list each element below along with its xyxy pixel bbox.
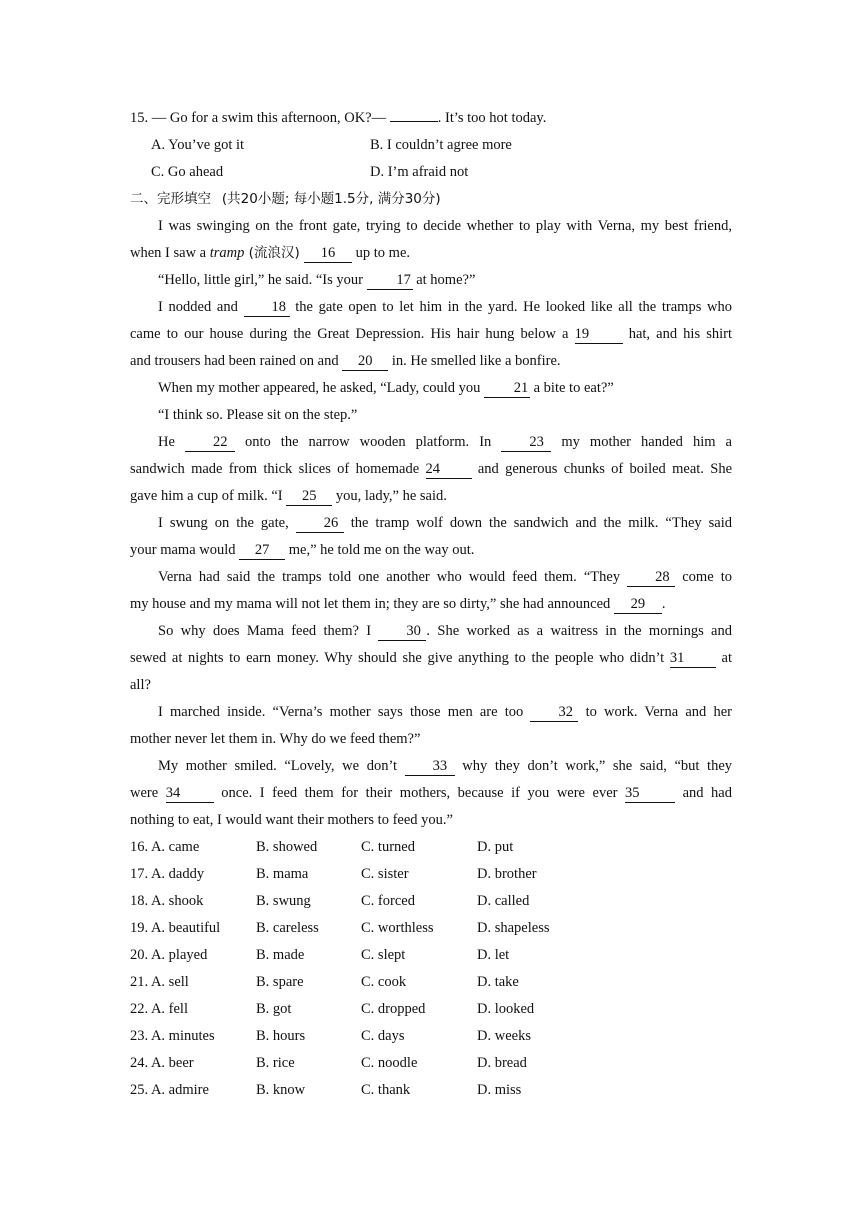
- option-choice: 19. A. beautiful: [130, 920, 221, 936]
- option-choice: D. miss: [477, 1082, 522, 1098]
- passage-word: tramp: [209, 245, 245, 261]
- blank-29: 29: [614, 596, 662, 614]
- option-row-20: [130, 942, 732, 969]
- option-choice: C. noodle: [361, 1055, 418, 1071]
- option-row-23: [130, 1023, 732, 1050]
- blank-21: 21: [484, 380, 530, 398]
- option-choice: 22. A. fell: [130, 1001, 188, 1017]
- option-choice: D. called: [477, 893, 530, 909]
- passage-text: came to our house during the Great Depression. His hair hung below a: [130, 326, 575, 342]
- option-choice: 16. A. came: [130, 839, 200, 855]
- blank-20: 20: [342, 353, 388, 371]
- passage-line: [130, 510, 732, 537]
- passage-text: my house and my mama will not let them in; they are so dirty,” she had announced: [130, 596, 614, 612]
- passage-text: He: [158, 434, 185, 450]
- passage-line: [130, 699, 732, 726]
- passage-text: my mother handed him a: [551, 434, 732, 450]
- passage-text: I marched inside. “Verna’s mother says those men are too: [158, 704, 531, 720]
- blank-22: 22: [185, 434, 235, 452]
- passage-line: [130, 375, 732, 402]
- passage-line: [130, 240, 732, 267]
- passage-line: [130, 321, 732, 348]
- option-choice: 25. A. admire: [130, 1082, 209, 1098]
- option-choice: D. let: [477, 947, 510, 963]
- blank-19: 19: [575, 326, 623, 344]
- option-choice: C. cook: [361, 974, 407, 990]
- passage-line: [130, 213, 732, 240]
- passage-text: mother never let them in. Why do we feed them?”: [130, 731, 421, 747]
- blank-26: 26: [296, 515, 344, 533]
- option-choice: B. rice: [256, 1055, 295, 1071]
- blank-23: 23: [501, 434, 551, 452]
- passage-text: at: [715, 650, 732, 666]
- blank-34: 34: [166, 785, 214, 803]
- passage-text: in. He smelled like a bonfire.: [388, 353, 561, 369]
- cloze-passage: [130, 213, 732, 834]
- blank-35: 35: [625, 785, 675, 803]
- passage-text: Verna had said the tramps told one another who would feed them. “They: [158, 569, 628, 585]
- passage-text: you, lady,” he said.: [332, 488, 447, 504]
- passage-line: [130, 753, 732, 780]
- option-choice: D. looked: [477, 1001, 535, 1017]
- passage-text: .: [661, 596, 666, 612]
- option-choice: C. days: [361, 1028, 405, 1044]
- option-row-18: [130, 888, 732, 915]
- passage-text: the tramp wolf down the sandwich and the milk. “They said: [343, 515, 732, 531]
- passage-text: . She worked as a waitress in the mornings and: [426, 623, 732, 639]
- option-choice: B. mama: [256, 866, 309, 882]
- passage-text: sewed at nights to earn money. Why should she give anything to the people who didn’t: [130, 650, 670, 666]
- option-c: C. Go ahead: [151, 164, 224, 180]
- passage-text: once. I feed them for their mothers, because if you were ever: [213, 785, 626, 801]
- question-15-text-end: . It’s too hot today.: [437, 110, 547, 126]
- option-choice: C. sister: [361, 866, 409, 882]
- passage-text: come to: [675, 569, 732, 585]
- option-choice: 20. A. played: [130, 947, 208, 963]
- passage-text: I was swinging on the front gate, trying to decide whether to play with Verna, my best friend,: [158, 218, 732, 234]
- option-choice: C. worthless: [361, 920, 434, 936]
- options-list: [130, 834, 732, 1104]
- passage-text: I swung on the gate,: [158, 515, 296, 531]
- question-15-options-row-2: [130, 159, 732, 186]
- option-d: D. I’m afraid not: [370, 164, 469, 180]
- question-15-stem: [130, 105, 732, 132]
- passage-line: [130, 483, 732, 510]
- option-choice: B. made: [256, 947, 305, 963]
- passage-line: [130, 294, 732, 321]
- passage-line: [130, 645, 732, 672]
- passage-text: me,” he told me on the way out.: [285, 542, 475, 558]
- passage-line: [130, 780, 732, 807]
- passage-text: your mama would: [130, 542, 240, 558]
- option-row-21: [130, 969, 732, 996]
- option-row-24: [130, 1050, 732, 1077]
- passage-line: [130, 672, 732, 699]
- option-choice: B. careless: [256, 920, 319, 936]
- passage-text: “Hello, little girl,” he said. “Is your: [158, 272, 367, 288]
- passage-text: to work. Verna and her: [578, 704, 732, 720]
- passage-text: when I saw a: [130, 245, 210, 261]
- passage-text: onto the narrow wooden platform. In: [234, 434, 502, 450]
- passage-line: [130, 537, 732, 564]
- passage-text: were: [130, 785, 166, 801]
- question-15-options-row-1: [130, 132, 732, 159]
- section-title: 二、完形填空: [130, 191, 211, 207]
- option-row-22: [130, 996, 732, 1023]
- passage-line: [130, 618, 732, 645]
- answer-blank-15: [390, 121, 438, 122]
- section-heading: [130, 186, 732, 213]
- passage-text: So why does Mama feed them? I: [158, 623, 379, 639]
- option-choice: B. swung: [256, 893, 311, 909]
- passage-line: [130, 456, 732, 483]
- option-row-25: [130, 1077, 732, 1104]
- passage-text: why they don’t work,” she said, “but they: [454, 758, 732, 774]
- passage-text: I nodded and: [158, 299, 244, 315]
- passage-line: [130, 267, 732, 294]
- option-choice: C. dropped: [361, 1001, 426, 1017]
- blank-27: 27: [239, 542, 285, 560]
- option-choice: B. showed: [256, 839, 318, 855]
- option-row-16: [130, 834, 732, 861]
- option-choice: B. hours: [256, 1028, 306, 1044]
- blank-30: 30: [378, 623, 426, 641]
- blank-32: 32: [530, 704, 578, 722]
- option-a: A. You’ve got it: [151, 137, 245, 153]
- option-choice: D. weeks: [477, 1028, 531, 1044]
- option-choice: C. turned: [361, 839, 415, 855]
- option-choice: D. brother: [477, 866, 537, 882]
- passage-text: “I think so. Please sit on the step.”: [158, 407, 358, 423]
- blank-17: 17: [367, 272, 413, 290]
- section-note: (共20小题; 每小题1.5分, 满分30分): [221, 191, 441, 207]
- passage-line: [130, 807, 732, 834]
- option-choice: C. slept: [361, 947, 406, 963]
- option-choice: 24. A. beer: [130, 1055, 194, 1071]
- option-row-19: [130, 915, 732, 942]
- passage-line: [130, 591, 732, 618]
- question-15-text: 15. — Go for a swim this afternoon, OK?—: [130, 110, 390, 126]
- blank-33: 33: [405, 758, 455, 776]
- passage-text: the gate open to let him in the yard. He looked like all the tramps who: [289, 299, 732, 315]
- page-content: [130, 105, 732, 1104]
- option-choice: C. thank: [361, 1082, 411, 1098]
- passage-line: [130, 726, 732, 753]
- option-choice: 18. A. shook: [130, 893, 204, 909]
- passage-text: gave him a cup of milk. “I: [130, 488, 287, 504]
- passage-text: nothing to eat, I would want their mothers to feed you.”: [130, 812, 453, 828]
- passage-text: all?: [130, 677, 151, 693]
- option-choice: C. forced: [361, 893, 415, 909]
- passage-text: When my mother appeared, he asked, “Lady, could you: [158, 380, 484, 396]
- blank-24: 24: [426, 461, 472, 479]
- passage-text: hat, and his shirt: [622, 326, 732, 342]
- blank-18: 18: [244, 299, 290, 317]
- passage-text: and had: [675, 785, 732, 801]
- option-choice: D. shapeless: [477, 920, 550, 936]
- option-choice: D. take: [477, 974, 519, 990]
- option-b: B. I couldn’t agree more: [370, 137, 512, 153]
- option-choice: 23. A. minutes: [130, 1028, 215, 1044]
- passage-line: [130, 429, 732, 456]
- option-choice: D. put: [477, 839, 514, 855]
- option-row-17: [130, 861, 732, 888]
- passage-text: a bite to eat?”: [530, 380, 614, 396]
- passage-text: at home?”: [412, 272, 476, 288]
- option-choice: D. bread: [477, 1055, 527, 1071]
- option-choice: B. spare: [256, 974, 304, 990]
- passage-text: and generous chunks of boiled meat. She: [471, 461, 732, 477]
- option-choice: B. got: [256, 1001, 292, 1017]
- passage-text: up to me.: [352, 245, 411, 261]
- blank-28: 28: [627, 569, 675, 587]
- passage-text: My mother smiled. “Lovely, we don’t: [158, 758, 405, 774]
- passage-line: [130, 564, 732, 591]
- option-choice: 17. A. daddy: [130, 866, 205, 882]
- option-choice: 21. A. sell: [130, 974, 189, 990]
- blank-16: 16: [304, 245, 352, 263]
- passage-text: sandwich made from thick slices of homemade: [130, 461, 426, 477]
- blank-31: 31: [670, 650, 716, 668]
- blank-25: 25: [286, 488, 332, 506]
- option-choice: B. know: [256, 1082, 306, 1098]
- passage-line: [130, 348, 732, 375]
- passage-text: (流浪汉): [244, 245, 305, 261]
- passage-line: [130, 402, 732, 429]
- passage-text: and trousers had been rained on and: [130, 353, 343, 369]
